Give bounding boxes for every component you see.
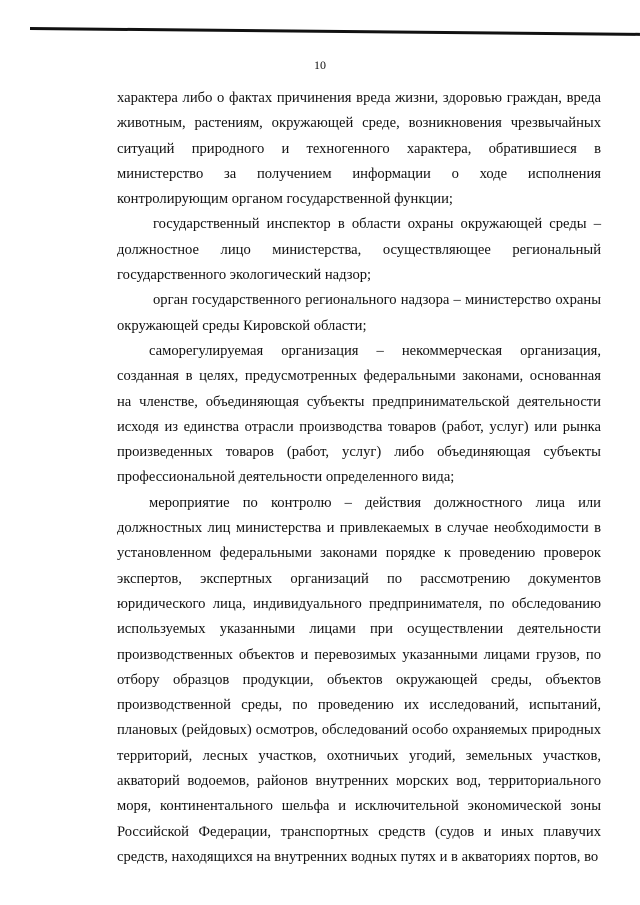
paragraph-supervisory-body: орган государственного регионального надзора – министерство охраны окружающей среды Кировской области; (117, 292, 601, 334)
paragraph-control-measure: мероприятие по контролю – действия должностного лица или должностных лиц министерства и привлекаемых в случае необходимости в установленном федеральными законами порядке к проведению проверок экспертов, экспертных организаций по рассмотрению документов юридического лица, индивидуального предпринимателя, по обследованию используемых указанными лицами при осуществлении деятельности производственных объектов и перевозимых указанными лицами грузов, по отбору образцов продукции, объектов окружающей среды, объектов производственной среды, по проведению их исследований, испытаний, плановых (рейдовых) осмотров, обследований особо охраняемых природных территорий, лесных участков, охотничьих угодий, земельных участков, акваторий водоемов, районов внутренних морских вод, территориального моря, континентального шельфа и исключительной экономической зоны Российской Федерации, транспортных средств (судов и иных плавучих средств, находящихся на внутренних водных путях и в акваториях портов, во (117, 494, 601, 865)
paragraph-self-regulatory-organization: саморегулируемая организация – некоммерческая организация, созданная в целях, предусмотренных федеральными законами, основанная на членстве, объединяющая субъекты предпринимательской деятельности исходя из единства отрасли производства товаров (работ, услуг) или рынка произведенных товаров (работ, услуг) либо объединяющая субъекты профессиональной деятельности определенного вида; (117, 342, 601, 486)
paragraph-state-inspector: государственный инспектор в области охраны окружающей среды – должностное лицо министерства, осуществляющее региональный государственного экологический надзор; (117, 216, 601, 284)
document-body (117, 86, 601, 870)
header-rule (30, 27, 640, 36)
paragraph-continuation: характера либо о фактах причинения вреда жизни, здоровью граждан, вреда животным, растениям, окружающей среде, возникновения чрезвычайных ситуаций природного и техногенного характера, обратившиеся в министерство за получением информации о ходе исполнения контролирующим органом государственной функции; (117, 90, 601, 208)
page-number: 10 (314, 58, 326, 72)
